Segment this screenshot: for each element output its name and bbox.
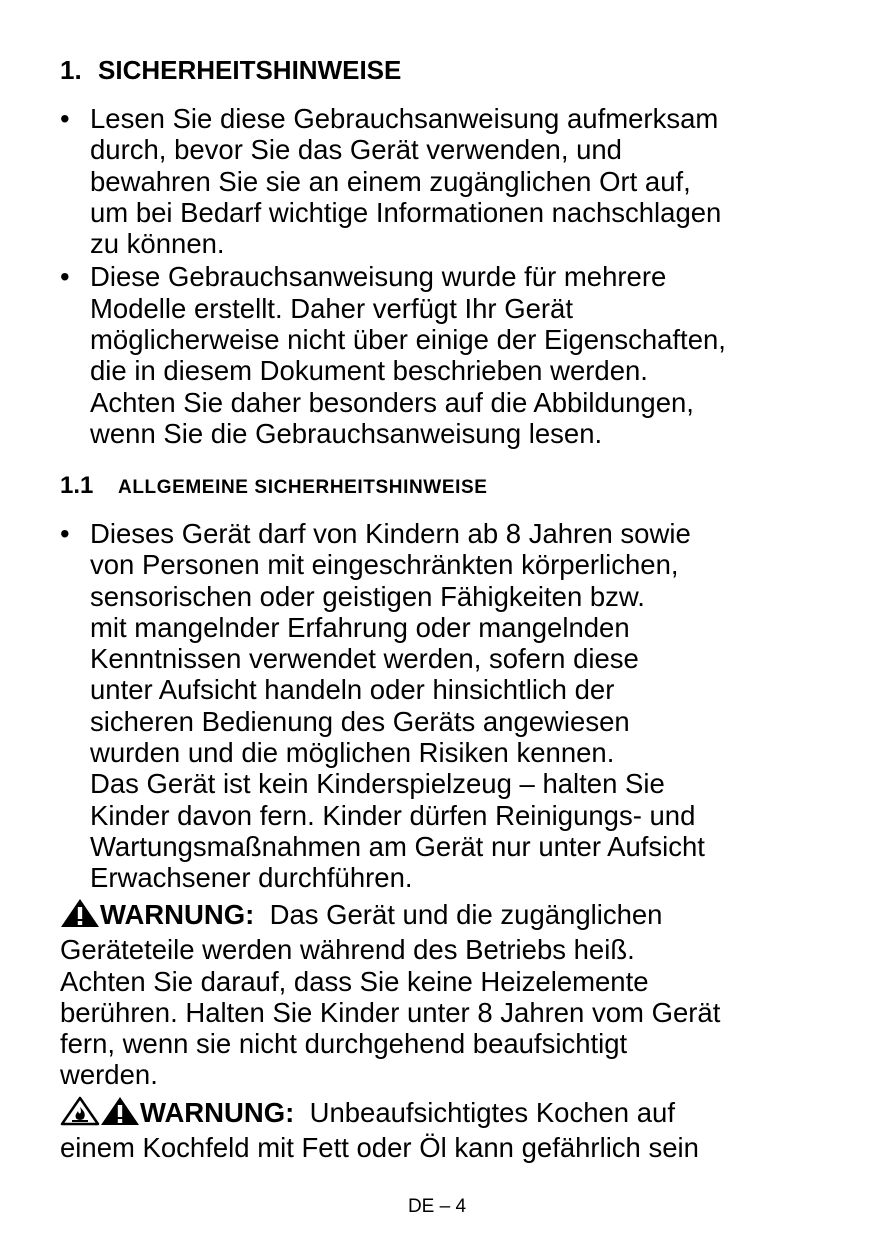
section-number: 1. bbox=[60, 55, 82, 85]
text-line: unter Aufsicht handeln oder hinsichtlich der bbox=[90, 674, 615, 706]
bullet-item bbox=[60, 518, 830, 894]
text-line: Das Gerät ist kein Kinderspielzeug – halten Sie bbox=[90, 768, 665, 800]
text-line: einem Kochfeld mit Fett oder Öl kann gefährlich sein bbox=[60, 1132, 699, 1164]
text-line: Lesen Sie diese Gebrauchsanweisung aufmerksam bbox=[90, 103, 719, 134]
bullet-dot-icon: • bbox=[60, 261, 70, 293]
warning-first-line bbox=[60, 1096, 840, 1132]
text-line: wurden und die möglichen Risiken kennen. bbox=[90, 737, 615, 769]
text-line: Kinder davon fern. Kinder dürfen Reinigungs- und bbox=[90, 799, 696, 831]
fire-hazard-icon bbox=[60, 1096, 100, 1132]
bullet-item bbox=[60, 103, 830, 259]
warning-label: WARNUNG: bbox=[100, 899, 255, 930]
text-line: bewahren Sie sie an einem zugänglichen Ort auf, bbox=[90, 165, 691, 197]
section-heading bbox=[60, 54, 401, 86]
text-line: Diese Gebrauchsanweisung wurde für mehrere bbox=[90, 261, 667, 293]
bullet-dot-icon: • bbox=[60, 518, 70, 549]
text-line: Modelle erstellt. Daher verfügt Ihr Gerät bbox=[90, 292, 573, 324]
section-title: SICHERHEITSHINWEISE bbox=[98, 55, 402, 85]
text-line: fern, wenn sie nicht durchgehend beaufsichtigt bbox=[60, 1028, 628, 1060]
text-line: Geräteteile werden während des Betriebs heiß. bbox=[60, 934, 635, 966]
text-line: Dieses Gerät darf von Kindern ab 8 Jahren sowie bbox=[90, 518, 691, 549]
bullet-dot-icon: • bbox=[60, 103, 70, 134]
text-line: zu können. bbox=[90, 228, 225, 260]
subsection-title: ALLGEMEINE SICHERHEITSHINWEISE bbox=[118, 477, 488, 498]
text-line: sensorischen oder geistigen Fähigkeiten bzw. bbox=[90, 580, 645, 612]
text-line: berühren. Halten Sie Kinder unter 8 Jahren vom Gerät bbox=[60, 996, 721, 1028]
warning-label: WARNUNG: bbox=[140, 1097, 295, 1128]
text-line: möglicherweise nicht über einige der Eigenschaften, bbox=[90, 324, 726, 356]
subsection-heading bbox=[60, 472, 488, 503]
text-line: Wartungsmaßnahmen am Gerät nur unter Aufsicht bbox=[90, 830, 705, 862]
text-line: werden. bbox=[60, 1059, 158, 1091]
warning-first-line bbox=[60, 898, 840, 934]
text-line: von Personen mit eingeschränkten körperlichen, bbox=[90, 549, 679, 581]
section-bullet-list bbox=[60, 103, 830, 449]
text-line: die in diesem Dokument beschrieben werden. bbox=[90, 355, 648, 387]
text-line: Kenntnissen verwendet werden, sofern diese bbox=[90, 643, 639, 675]
warning-triangle-icon bbox=[60, 898, 100, 934]
warning-block bbox=[60, 898, 840, 1091]
warning-block bbox=[60, 1096, 840, 1164]
warning-text: Das Gerät und die zugänglichen bbox=[269, 899, 663, 930]
text-line: Erwachsener durchführen. bbox=[90, 862, 413, 894]
text-line: wenn Sie die Gebrauchsanweisung lesen. bbox=[90, 417, 603, 449]
warning-triangle-icon bbox=[100, 1096, 140, 1132]
text-line: Achten Sie darauf, dass Sie keine Heizelemente bbox=[60, 965, 649, 997]
page-number: DE – 4 bbox=[407, 1196, 467, 1217]
text-line: mit mangelnder Erfahrung oder mangelnden bbox=[90, 611, 630, 643]
text-line: durch, bevor Sie das Gerät verwenden, und bbox=[90, 134, 622, 166]
bullet-item bbox=[60, 261, 830, 449]
text-line: Achten Sie daher besonders auf die Abbildungen, bbox=[90, 386, 694, 418]
text-line: sicheren Bedienung des Geräts angewiesen bbox=[90, 705, 630, 737]
subsection-bullet-list bbox=[60, 518, 830, 894]
warning-text: Unbeaufsichtigtes Kochen auf bbox=[309, 1097, 675, 1128]
subsection-number: 1.1 bbox=[60, 472, 94, 499]
text-line: um bei Bedarf wichtige Informationen nachschlagen bbox=[90, 196, 722, 228]
